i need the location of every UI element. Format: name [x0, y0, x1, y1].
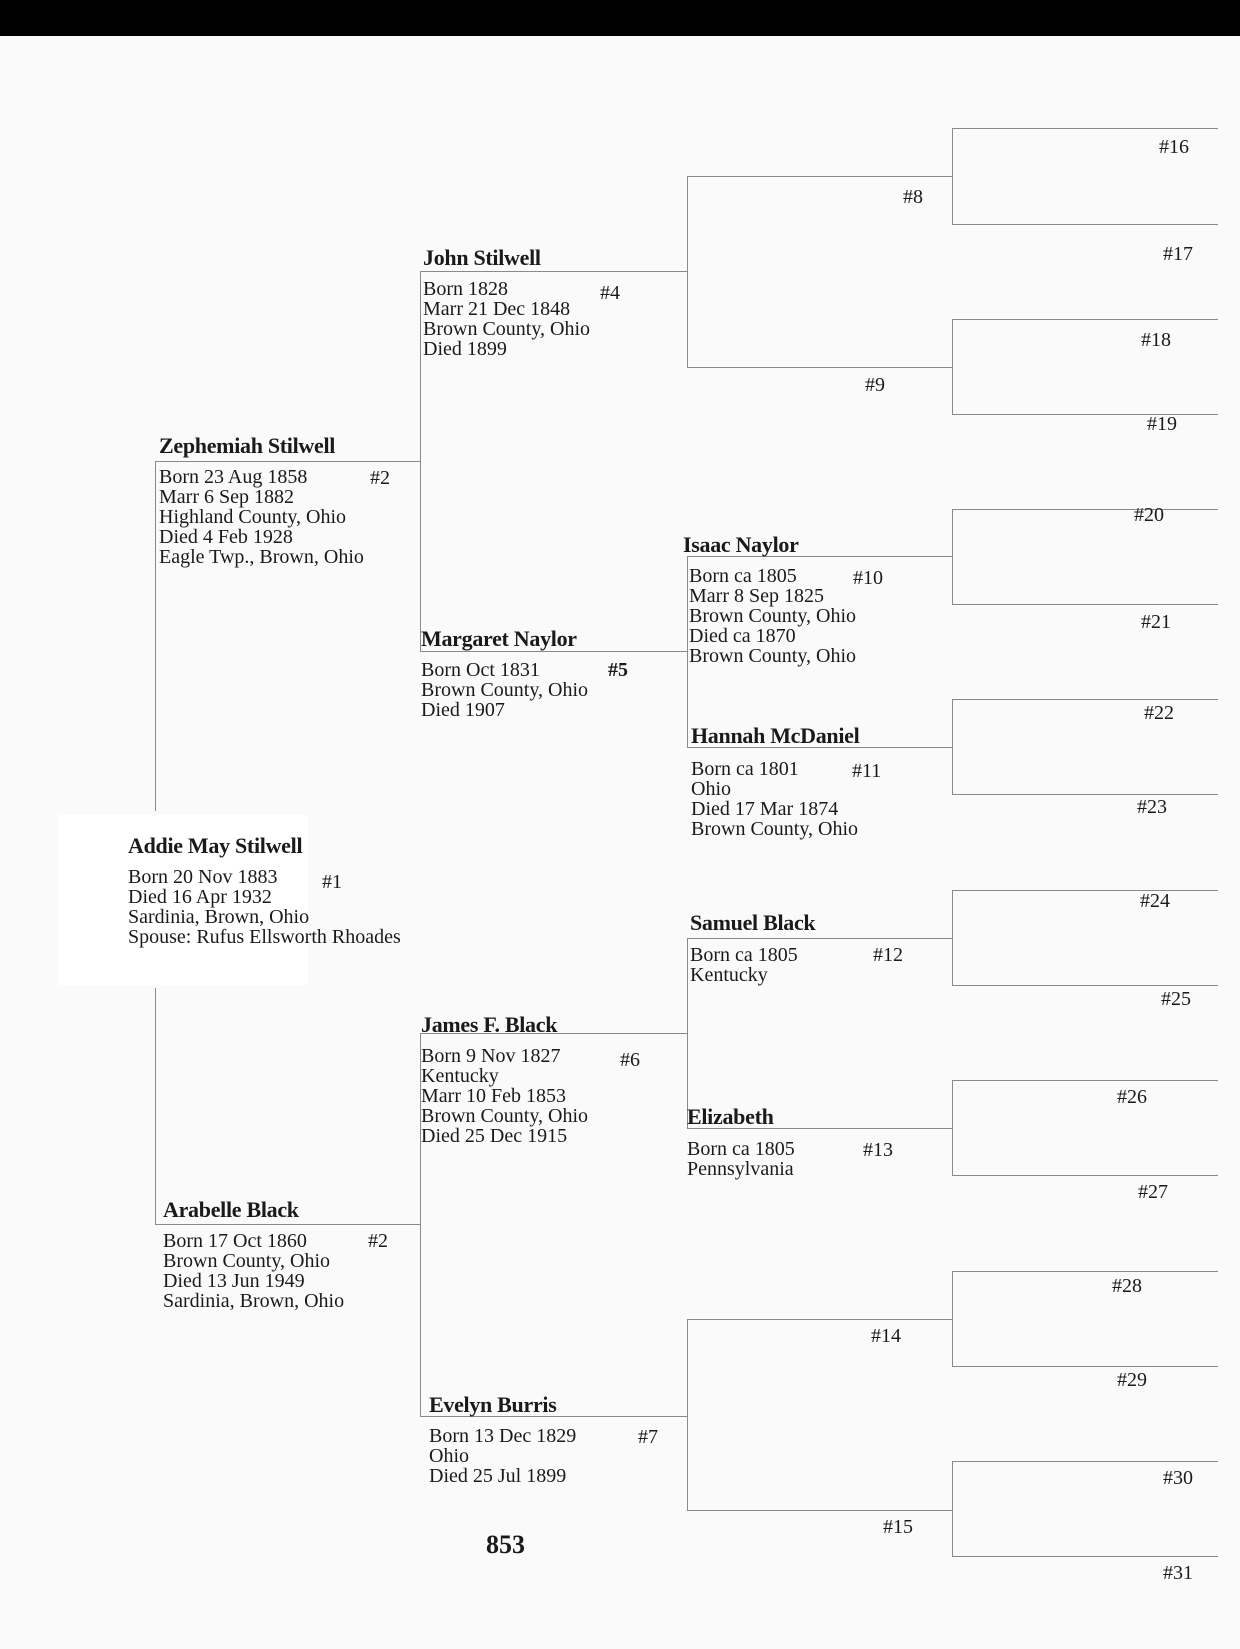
detail-line: Pennsylvania [687, 1158, 794, 1180]
detail-line: Born ca 1805 [690, 944, 798, 966]
ancestor-number-20: #20 [1134, 504, 1164, 526]
detail-line: Died 4 Feb 1928 [159, 526, 293, 548]
detail-line: Brown County, Ohio [423, 318, 591, 340]
ancestor-number-25: #25 [1161, 988, 1191, 1010]
ancestor-number-14: #14 [871, 1325, 901, 1347]
detail-line: Died 17 Mar 1874 [691, 798, 839, 820]
person-name: Evelyn Burris [429, 1392, 557, 1417]
detail-line: Died ca 1870 [689, 625, 796, 647]
detail-line: Died 1907 [421, 699, 505, 721]
person-details [128, 867, 401, 947]
detail-line: Marr 10 Feb 1853 [421, 1085, 566, 1107]
person-number: #5 [608, 659, 628, 681]
ancestor-number-23: #23 [1137, 796, 1167, 818]
detail-line: Died 13 Jun 1949 [163, 1270, 305, 1292]
page-number: 853 [486, 1530, 525, 1559]
person-name: Hannah McDaniel [691, 723, 860, 748]
ancestor-number-30: #30 [1163, 1467, 1193, 1489]
detail-line: Brown County, Ohio [421, 1105, 589, 1127]
detail-line: Born 20 Nov 1883 [128, 866, 278, 888]
person-name: Addie May Stilwell [128, 833, 303, 858]
ancestor-number-17: #17 [1163, 243, 1193, 265]
person-name: Margaret Naylor [421, 626, 577, 651]
detail-line: Born ca 1805 [687, 1138, 795, 1160]
person-details [163, 1231, 344, 1311]
detail-line: Brown County, Ohio [691, 818, 859, 840]
person-number: #7 [638, 1426, 658, 1448]
person-number: #13 [863, 1139, 893, 1161]
detail-line: Highland County, Ohio [159, 506, 347, 528]
person-details [421, 1046, 588, 1146]
ancestor-number-18: #18 [1141, 329, 1171, 351]
detail-line: Marr 6 Sep 1882 [159, 486, 294, 508]
person-number: #6 [620, 1049, 640, 1071]
person-number: #2 [368, 1230, 388, 1252]
ancestor-number-31: #31 [1163, 1562, 1193, 1584]
detail-line: Born 23 Aug 1858 [159, 466, 308, 488]
person-3 [163, 1197, 344, 1311]
person-details [421, 660, 588, 720]
person-6 [421, 1012, 588, 1146]
person-10 [683, 532, 856, 666]
person-name: John Stilwell [423, 245, 541, 270]
person-details [690, 945, 815, 985]
person-number: #11 [852, 760, 882, 782]
ancestor-number-29: #29 [1117, 1369, 1147, 1391]
ancestor-number-9: #9 [865, 374, 885, 396]
person-details [691, 759, 859, 839]
detail-line: Brown County, Ohio [421, 679, 589, 701]
person-5 [421, 626, 588, 720]
person-13 [687, 1104, 795, 1179]
detail-line: Kentucky [690, 964, 768, 986]
person-12 [690, 910, 815, 985]
detail-line: Marr 8 Sep 1825 [689, 585, 824, 607]
detail-line: Spouse: Rufus Ellsworth Rhoades [128, 926, 401, 948]
ancestor-number-21: #21 [1141, 611, 1171, 633]
person-1 [128, 833, 401, 947]
detail-line: Ohio [691, 778, 731, 800]
detail-line: Brown County, Ohio [689, 645, 857, 667]
person-details [423, 279, 590, 359]
detail-line: Ohio [429, 1445, 469, 1467]
detail-line: Born ca 1801 [691, 758, 799, 780]
ancestor-number-15: #15 [883, 1516, 913, 1538]
detail-line: Brown County, Ohio [163, 1250, 331, 1272]
ancestor-number-24: #24 [1140, 890, 1170, 912]
detail-line: Born Oct 1831 [421, 659, 540, 681]
detail-line: Born 1828 [423, 278, 508, 300]
person-2 [159, 433, 364, 567]
ancestor-number-26: #26 [1117, 1086, 1147, 1108]
detail-line: Died 25 Jul 1899 [429, 1465, 567, 1487]
person-details [687, 1139, 795, 1179]
person-number: #1 [322, 871, 342, 893]
detail-line: Kentucky [421, 1065, 499, 1087]
person-number: #2 [370, 467, 390, 489]
person-name: Samuel Black [690, 910, 816, 935]
detail-line: Died 25 Dec 1915 [421, 1125, 568, 1147]
detail-line: Eagle Twp., Brown, Ohio [159, 546, 364, 568]
ancestor-number-27: #27 [1138, 1181, 1168, 1203]
person-number: #10 [853, 567, 883, 589]
detail-line: Brown County, Ohio [689, 605, 857, 627]
person-4 [423, 245, 590, 359]
detail-line: Born ca 1805 [689, 565, 797, 587]
ancestor-number-16: #16 [1159, 136, 1189, 158]
ancestor-number-8: #8 [903, 186, 923, 208]
detail-line: Died 1899 [423, 338, 507, 360]
person-name: Arabelle Black [163, 1197, 299, 1222]
person-details [429, 1426, 576, 1486]
ancestor-number-28: #28 [1112, 1275, 1142, 1297]
person-name: Isaac Naylor [683, 532, 799, 557]
person-name: Zephemiah Stilwell [159, 433, 336, 458]
person-name: Elizabeth [687, 1104, 774, 1129]
detail-line: Sardinia, Brown, Ohio [128, 906, 310, 928]
person-details [159, 467, 364, 567]
top-black-bar [0, 0, 1240, 36]
ancestor-number-22: #22 [1144, 702, 1174, 724]
detail-line: Born 13 Dec 1829 [429, 1425, 577, 1447]
person-number: #4 [600, 282, 620, 304]
person-details [683, 566, 856, 666]
detail-line: Died 16 Apr 1932 [128, 886, 272, 908]
detail-line: Born 17 Oct 1860 [163, 1230, 307, 1252]
person-7 [429, 1392, 576, 1486]
person-number: #12 [873, 944, 903, 966]
ancestor-number-19: #19 [1147, 413, 1177, 435]
detail-line: Marr 21 Dec 1848 [423, 298, 571, 320]
detail-line: Sardinia, Brown, Ohio [163, 1290, 345, 1312]
person-11 [691, 723, 859, 839]
detail-line: Born 9 Nov 1827 [421, 1045, 561, 1067]
person-name: James F. Black [421, 1012, 558, 1037]
